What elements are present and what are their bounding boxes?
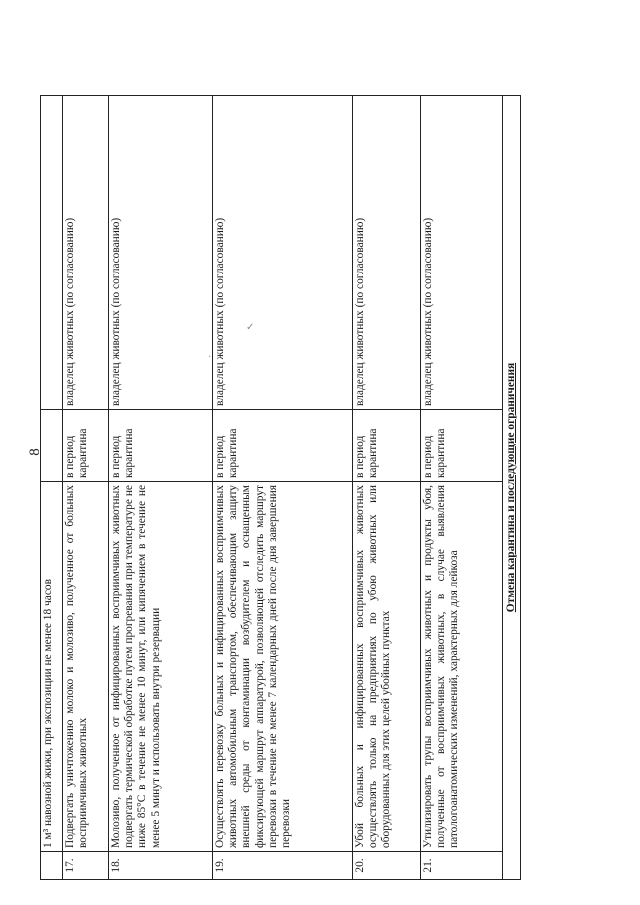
table-row [353,96,421,880]
table-row [213,96,353,880]
measure-text: Подвергать уничтожению молоко и молозиво, полученное от больных восприимчивых животных [63,482,109,852]
period-text: в период карантина [109,410,213,482]
row-number: 19. [213,852,353,880]
row-number: 20. [353,852,421,880]
table-row [421,96,503,880]
measure-text: 1 м³ навозной жижи, при экспозиции не менее 18 часов [41,482,63,852]
section-row [503,96,521,880]
row-number: 21. [421,852,503,880]
page-number: 8 [27,448,43,456]
measure-text: Осуществлять перевозку больных и инфицированных восприимчивых животных автомобильным транспортом, обеспечивающим защиту внешней среды от контаминации возбудителем и оснащенным фиксирующей маршрут аппаратурой, позволяющей отследить маршрут перевозки в течение не менее 7 календарных дней после дня завершения перевозки [213,482,353,852]
responsible-text: владелец животных (по согласованию) [213,96,353,410]
table-row [41,96,63,880]
row-number: 18. [109,852,213,880]
measure-text: Убой больных и инфицированных восприимчивых животных осуществлять только на предприятиях по убою животных или оборудованных для этих целей убойных пунктах [353,482,421,852]
responsible-text: владелец животных (по согласованию) [109,96,213,410]
responsible-text: владелец животных (по согласованию) [63,96,109,410]
measures-table [40,95,521,880]
scan-mark: · [208,352,212,363]
section-heading: Отмена карантина и последующие ограничения [503,96,521,880]
responsible-text [41,96,63,410]
responsible-text: владелец животных (по согласованию) [353,96,421,410]
scan-mark: ✓ [246,322,255,333]
table-row [109,96,213,880]
measure-text: Молозиво, полученное от инфицированных восприимчивых животных подвергать термической обработке путем прогревания при температуре не ниже 85°С в течение не менее 10 минут, или кипячением в течение не менее 5 минут и использовать внутри резервации [109,482,213,852]
responsible-text: владелец животных (по согласованию) [421,96,503,410]
period-text [41,410,63,482]
period-text: в период карантина [63,410,109,482]
row-number: 17. [63,852,109,880]
period-text: в период карантина [421,410,503,482]
measure-text: Утилизировать трупы восприимчивых животных и продукты убоя, полученные от восприимчивых животных, в случае выявления патологоанатомических изменений, характерных для лейкоза [421,482,503,852]
period-text: в период карантина [213,410,353,482]
rotated-table [40,96,550,880]
row-number [41,852,63,880]
period-text: в период карантина [353,410,421,482]
table-row [63,96,109,880]
